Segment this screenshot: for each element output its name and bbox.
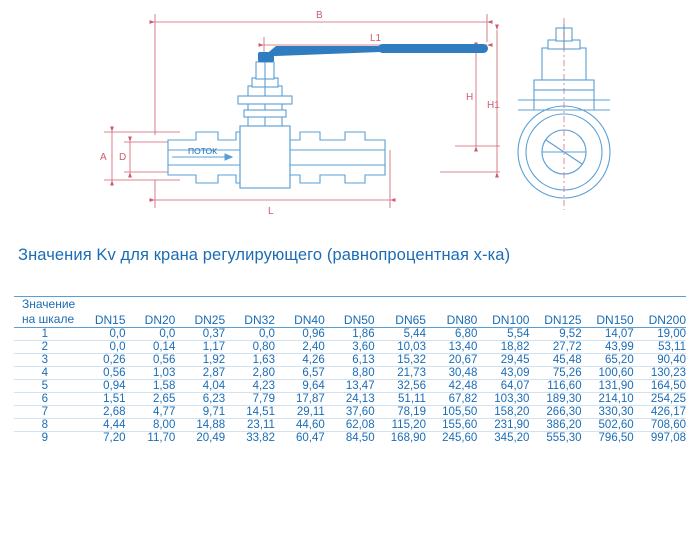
kv-table: [14, 296, 686, 444]
table-row: [14, 380, 686, 393]
cell-value: 3,60: [325, 341, 375, 354]
cell-value: 30,48: [426, 367, 477, 380]
cell-value: 0,26: [76, 354, 126, 367]
dimension-label-h1: H1: [487, 100, 500, 111]
cell-value: 4,04: [175, 380, 225, 393]
cell-value: 708,60: [634, 419, 686, 432]
cell-value: 43,09: [477, 367, 529, 380]
cell-value: 0,56: [126, 354, 176, 367]
cell-value: 0,14: [126, 341, 176, 354]
cell-value: 21,73: [375, 367, 426, 380]
cell-value: 0,96: [275, 328, 325, 341]
cell-value: 14,07: [582, 328, 634, 341]
cell-value: 19,00: [634, 328, 686, 341]
cell-value: 266,30: [529, 406, 581, 419]
cell-value: 11,70: [147, 432, 176, 444]
cell-value: 4,23: [225, 380, 275, 393]
dimension-label-b: B: [316, 10, 323, 21]
dimension-label-l1: L1: [370, 33, 382, 44]
cell-value: 90,40: [634, 354, 686, 367]
dimension-label-l: L: [268, 206, 274, 217]
table-row: [14, 393, 686, 406]
cell-value: 24,13: [325, 393, 375, 406]
column-header-scale-line1: Значение: [22, 297, 76, 311]
section-title: Значения Kv для крана регулирующего (равнопроцентная х-ка): [18, 246, 511, 264]
cell-value: 9,71: [175, 406, 225, 419]
cell-value: 0,0: [225, 328, 275, 341]
cell-value: 130,23: [634, 367, 686, 380]
cell-value: 0,37: [175, 328, 225, 341]
cell-value: 0,0: [76, 341, 126, 354]
cell-value: 245,60: [442, 432, 478, 444]
dimension-label-a: A: [100, 152, 107, 163]
cell-value: 2,80: [225, 367, 275, 380]
cell-value: 1,17: [175, 341, 225, 354]
dimension-label-h: H: [466, 92, 474, 103]
column-header-dn100: DN100: [477, 297, 529, 328]
cell-value: 158,20: [477, 406, 529, 419]
cell-value: 15,32: [375, 354, 426, 367]
cell-value: 116,60: [529, 380, 581, 393]
dimension-label-d: D: [119, 152, 127, 163]
cell-value: 254,25: [634, 393, 686, 406]
cell-scale: 4: [14, 367, 76, 380]
table-body: [14, 328, 686, 445]
cell-value: 1,03: [126, 367, 176, 380]
cell-value: 2,87: [175, 367, 225, 380]
cell-value: 168,90: [390, 432, 426, 444]
cell-value: 164,50: [634, 380, 686, 393]
cell-value: 555,30: [546, 432, 582, 444]
column-header-dn32: DN32: [225, 297, 275, 328]
column-header-dn80: DN80: [426, 297, 477, 328]
handle-lever: [258, 44, 488, 62]
cell-value: 65,20: [582, 354, 634, 367]
cell-value: 18,82: [477, 341, 529, 354]
table-row: [14, 419, 686, 432]
technical-drawing: [0, 0, 700, 228]
table-row: [14, 328, 686, 341]
cell-value: 1,58: [126, 380, 176, 393]
cell-value: 0,94: [76, 380, 126, 393]
cell-value: 84,50: [345, 432, 375, 444]
cell-value: 67,82: [426, 393, 477, 406]
cell-value: 51,11: [375, 393, 426, 406]
cell-value: 20,49: [196, 432, 226, 444]
cell-value: 45,48: [529, 354, 581, 367]
column-header-dn150: DN150: [582, 297, 634, 328]
cell-value: 33,82: [246, 432, 275, 444]
table-header-row: [14, 297, 686, 328]
cell-value: 29,45: [477, 354, 529, 367]
cell-value: 75,26: [529, 367, 581, 380]
cell-value: 2,68: [76, 406, 126, 419]
cell-value: 1,63: [225, 354, 275, 367]
cell-value: 9,64: [275, 380, 325, 393]
cell-value: 426,17: [634, 406, 686, 419]
cell-value: 4,44: [76, 419, 126, 432]
cell-scale: 3: [14, 354, 76, 367]
cell-value: 997,08: [650, 432, 686, 444]
cell-value: 10,03: [375, 341, 426, 354]
cell-value: 17,87: [275, 393, 325, 406]
cell-value: 0,80: [225, 341, 275, 354]
valve-body: [168, 58, 385, 188]
cell-value: 796,50: [598, 432, 634, 444]
cell-value: 6,57: [275, 367, 325, 380]
column-header-dn40: DN40: [275, 297, 325, 328]
table-row: [14, 432, 686, 445]
cell-value: 1,51: [76, 393, 126, 406]
column-header-dn20: DN20: [126, 297, 176, 328]
cell-value: 7,20: [103, 432, 126, 444]
cell-scale: 1: [14, 328, 76, 341]
column-header-dn200: DN200: [634, 297, 686, 328]
cell-value: 62,08: [325, 419, 375, 432]
cell-value: 6,13: [325, 354, 375, 367]
cell-value: 44,60: [275, 419, 325, 432]
cell-value: 6,23: [175, 393, 225, 406]
column-header-dn125: DN125: [529, 297, 581, 328]
cell-value: 7,79: [225, 393, 275, 406]
cell-value: 330,30: [582, 406, 634, 419]
cell-value: 37,60: [325, 406, 375, 419]
table-row: [14, 341, 686, 354]
column-header-dn15: DN15: [76, 297, 126, 328]
kv-table-wrapper: [14, 296, 686, 444]
cell-value: 14,88: [175, 419, 225, 432]
cell-value: 502,60: [582, 419, 634, 432]
cell-value: 20,67: [426, 354, 477, 367]
cell-value: 8,80: [325, 367, 375, 380]
cell-scale: 9: [41, 432, 49, 444]
cell-value: 0,56: [76, 367, 126, 380]
cell-value: 105,50: [426, 406, 477, 419]
column-header-dn25: DN25: [175, 297, 225, 328]
cell-value: 6,80: [426, 328, 477, 341]
cell-value: 27,72: [529, 341, 581, 354]
cell-value: 64,07: [477, 380, 529, 393]
cell-value: 29,11: [275, 406, 325, 419]
cell-value: 103,30: [477, 393, 529, 406]
cell-value: 53,11: [634, 341, 686, 354]
cell-value: 43,99: [582, 341, 634, 354]
cell-value: 5,44: [375, 328, 426, 341]
cell-value: 1,92: [175, 354, 225, 367]
table-row: [14, 354, 686, 367]
cell-value: 14,51: [225, 406, 275, 419]
cell-value: 0,0: [76, 328, 126, 341]
cell-value: 4,77: [126, 406, 176, 419]
cell-value: 386,20: [529, 419, 581, 432]
cell-scale: 8: [14, 419, 76, 432]
cell-value: 2,65: [126, 393, 176, 406]
cell-value: 345,20: [494, 432, 530, 444]
cell-value: 155,60: [426, 419, 477, 432]
column-header-scale: [14, 297, 76, 328]
flow-label: ПОТОК: [188, 146, 218, 156]
cell-value: 13,47: [325, 380, 375, 393]
cell-value: 23,11: [225, 419, 275, 432]
column-header-dn50: DN50: [325, 297, 375, 328]
cell-value: 8,00: [126, 419, 176, 432]
column-header-dn65: DN65: [375, 297, 426, 328]
cell-value: 60,47: [296, 432, 325, 444]
cell-value: 42,48: [426, 380, 477, 393]
cell-value: 214,10: [582, 393, 634, 406]
cell-scale: 5: [14, 380, 76, 393]
cell-value: 0,0: [126, 328, 176, 341]
cell-scale: 6: [14, 393, 76, 406]
cell-scale: 2: [14, 341, 76, 354]
cell-value: 9,52: [529, 328, 581, 341]
cell-value: 1,86: [325, 328, 375, 341]
cell-value: 78,19: [375, 406, 426, 419]
cell-scale: 7: [14, 406, 76, 419]
cell-value: 231,90: [477, 419, 529, 432]
table-row: [14, 406, 686, 419]
cell-value: 115,20: [375, 419, 426, 432]
cell-value: 100,60: [582, 367, 634, 380]
cell-value: 131,90: [582, 380, 634, 393]
cell-value: 5,54: [477, 328, 529, 341]
cell-value: 13,40: [426, 341, 477, 354]
cell-value: 2,40: [275, 341, 325, 354]
column-header-scale-line2: на шкале: [22, 312, 75, 326]
table-row: [14, 367, 686, 380]
cell-value: 189,30: [529, 393, 581, 406]
cell-value: 4,26: [275, 354, 325, 367]
cell-value: 32,56: [375, 380, 426, 393]
